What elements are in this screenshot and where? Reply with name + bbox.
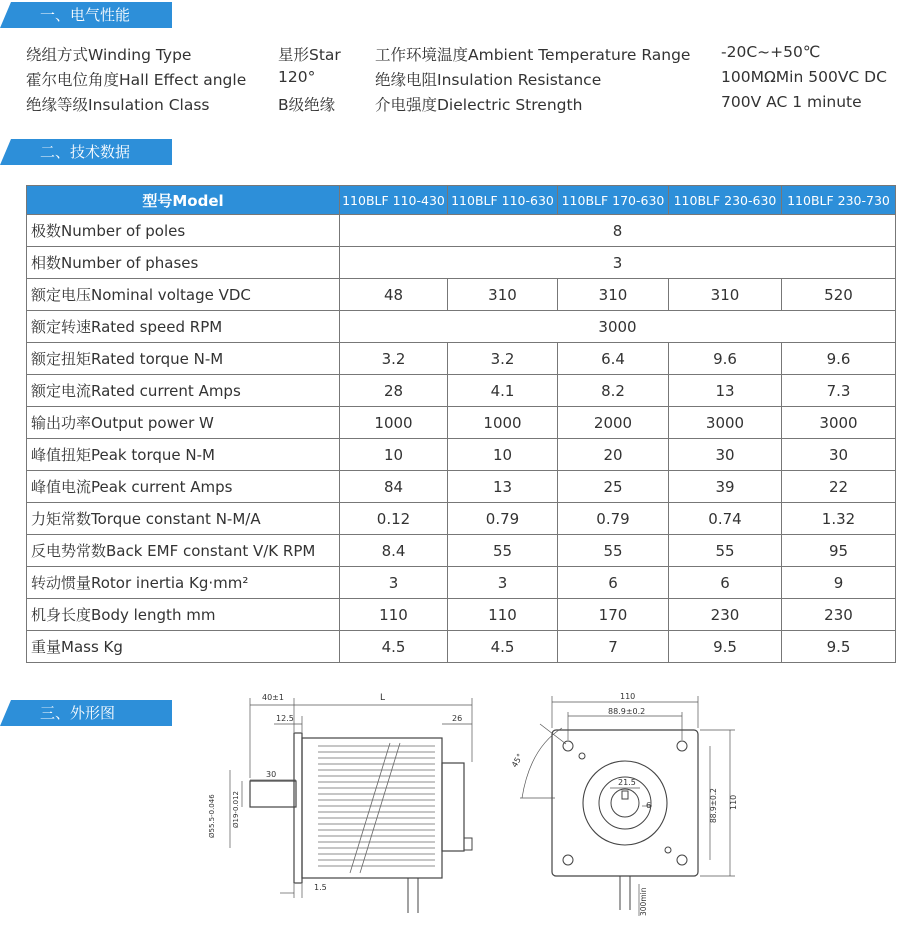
hall-angle-value: 120°: [278, 68, 316, 86]
insulation-resistance-value: 100MΩMin 500VC DC: [721, 68, 887, 86]
table-row: [27, 215, 896, 247]
cell: 10: [340, 439, 448, 471]
cell: 7: [558, 631, 669, 663]
section-title-text: 三、外形图: [40, 704, 116, 722]
section-title-text: 一、电气性能: [40, 6, 131, 24]
dim-40-label: 40±1: [262, 693, 284, 702]
shaft-circle: [611, 789, 639, 817]
dim-88-top-label: 88.9±0.2: [608, 707, 646, 716]
section-title-text: 二、技术数据: [40, 143, 131, 161]
model-column-header: 110BLF 110-630: [448, 186, 558, 215]
motor-body: [302, 738, 442, 878]
key-slot: [622, 791, 628, 799]
row-label: 峰值电流Peak current Amps: [27, 471, 340, 503]
cell: 0.12: [340, 503, 448, 535]
cell: 9.6: [669, 343, 782, 375]
cable-gland: [464, 838, 472, 850]
insulation-resistance-label: 绝缘电阻Insulation Resistance: [375, 71, 602, 89]
cell: 110: [448, 599, 558, 631]
cell: 55: [669, 535, 782, 567]
row-label: 额定扭矩Rated torque N-M: [27, 343, 340, 375]
row-label: 重量Mass Kg: [27, 631, 340, 663]
dim-110-side-label: 110: [729, 794, 738, 810]
cell: 8.2: [558, 375, 669, 407]
section-corner-decoration: [0, 2, 11, 28]
flange: [294, 733, 302, 883]
cell: 3.2: [340, 343, 448, 375]
section-corner-decoration: [0, 139, 11, 165]
cell: 520: [782, 279, 896, 311]
cell: 4.5: [340, 631, 448, 663]
dim-L-label: L: [380, 693, 386, 703]
section-title-electrical: [0, 2, 172, 28]
cell: 30: [782, 439, 896, 471]
cell: 110: [340, 599, 448, 631]
cell: 3: [340, 567, 448, 599]
cell: 8.4: [340, 535, 448, 567]
dim-1-5-label: 1.5: [314, 883, 327, 892]
cell: 230: [669, 599, 782, 631]
cell: 84: [340, 471, 448, 503]
cell: 9.5: [782, 631, 896, 663]
dim-300-label: 300min: [639, 887, 648, 916]
cell: 3.2: [448, 343, 558, 375]
winding-type-value: 星形Star: [278, 46, 341, 64]
section-corner-decoration: [0, 700, 11, 726]
row-label: 额定电压Nominal voltage VDC: [27, 279, 340, 311]
row-label: 相数Number of phases: [27, 247, 340, 279]
cell: 3000: [782, 407, 896, 439]
cell: 4.1: [448, 375, 558, 407]
dim-shaft-outer-label: Ø55.5-0.046: [208, 794, 216, 838]
cell: 1.32: [782, 503, 896, 535]
ambient-temp-value: -20C~+50℃: [721, 43, 821, 61]
merged-cell: 3: [340, 247, 896, 279]
cell: 6: [669, 567, 782, 599]
dim-45-label: 45°: [509, 752, 525, 769]
row-label: 输出功率Output power W: [27, 407, 340, 439]
cell: 0.79: [558, 503, 669, 535]
side-dimensions: [230, 698, 472, 898]
table-row: [27, 439, 896, 471]
cell: 30: [669, 439, 782, 471]
dim-6-label: 6: [646, 801, 652, 810]
cell: 310: [669, 279, 782, 311]
table-row: [27, 311, 896, 343]
table-row: [27, 599, 896, 631]
model-column-header: 110BLF 110-430: [340, 186, 448, 215]
cell: 28: [340, 375, 448, 407]
dielectric-strength-label: 介电强度Dielectric Strength: [375, 96, 583, 114]
model-header: 型号Model: [27, 186, 340, 215]
insulation-class-value: B级绝缘: [278, 96, 336, 114]
cell: 25: [558, 471, 669, 503]
cable: [620, 876, 630, 910]
mount-hole-small: [665, 847, 671, 853]
cell: 55: [558, 535, 669, 567]
table-row: [27, 567, 896, 599]
table-row: [27, 471, 896, 503]
winding-type-label: 绕组方式Winding Type: [26, 46, 192, 64]
row-label: 机身长度Body length mm: [27, 599, 340, 631]
front-view: [510, 692, 738, 916]
dim-110-top-label: 110: [620, 692, 636, 701]
table-row: [27, 407, 896, 439]
cell: 170: [558, 599, 669, 631]
table-row: [27, 343, 896, 375]
mount-hole: [677, 741, 687, 751]
mount-hole: [677, 855, 687, 865]
cell: 3: [448, 567, 558, 599]
flange-square: [552, 730, 698, 876]
cell: 0.74: [669, 503, 782, 535]
table-row: [27, 247, 896, 279]
table-row: [27, 631, 896, 663]
merged-cell: 3000: [340, 311, 896, 343]
row-label: 转动惯量Rotor inertia Kg·mm²: [27, 567, 340, 599]
cell: 95: [782, 535, 896, 567]
shaft: [250, 781, 296, 807]
section-title-technical: [0, 139, 172, 165]
row-label: 极数Number of poles: [27, 215, 340, 247]
dim-88-side-label: 88.9±0.2: [709, 788, 718, 823]
row-label: 反电势常数Back EMF constant V/K RPM: [27, 535, 340, 567]
cell: 22: [782, 471, 896, 503]
ambient-temp-label: 工作环境温度Ambient Temperature Range: [375, 46, 691, 64]
model-column-header: 110BLF 230-630: [669, 186, 782, 215]
cell: 4.5: [448, 631, 558, 663]
row-label: 额定电流Rated current Amps: [27, 375, 340, 407]
cell: 9: [782, 567, 896, 599]
cell: 13: [448, 471, 558, 503]
hall-angle-label: 霍尔电位角度Hall Effect angle: [26, 71, 247, 89]
merged-cell: 8: [340, 215, 896, 247]
row-label: 额定转速Rated speed RPM: [27, 311, 340, 343]
cell: 3000: [669, 407, 782, 439]
cell: 310: [558, 279, 669, 311]
cell: 1000: [340, 407, 448, 439]
cell: 230: [782, 599, 896, 631]
pilot-circle: [583, 761, 667, 845]
rear-cover: [442, 763, 464, 851]
cell: 7.3: [782, 375, 896, 407]
dim-shaft-label: Ø19-0.012: [232, 791, 240, 828]
cooling-fins: [318, 743, 435, 873]
table-row: [27, 535, 896, 567]
dielectric-strength-value: 700V AC 1 minute: [721, 93, 862, 111]
dim-26-label: 26: [452, 714, 463, 723]
spec-table: [26, 185, 896, 663]
table-row: [27, 375, 896, 407]
outline-drawing: [190, 688, 750, 928]
cell: 6.4: [558, 343, 669, 375]
model-column-header: 110BLF 170-630: [558, 186, 669, 215]
table-row: [27, 503, 896, 535]
cell: 6: [558, 567, 669, 599]
row-label: 力矩常数Torque constant N-M/A: [27, 503, 340, 535]
dim-12-5-label: 12.5: [276, 714, 294, 723]
table-header-row: [27, 186, 896, 215]
cell: 39: [669, 471, 782, 503]
dim-21-5-label: 21.5: [618, 778, 636, 787]
side-view: [208, 693, 472, 913]
section-title-outline: [0, 700, 172, 726]
cell: 48: [340, 279, 448, 311]
cell: 0.79: [448, 503, 558, 535]
cell: 13: [669, 375, 782, 407]
cell: 9.5: [669, 631, 782, 663]
table-row: [27, 279, 896, 311]
cell: 9.6: [782, 343, 896, 375]
cell: 20: [558, 439, 669, 471]
model-column-header: 110BLF 230-730: [782, 186, 896, 215]
dim-30-label: 30: [266, 770, 277, 779]
row-label: 峰值扭矩Peak torque N-M: [27, 439, 340, 471]
cell: 2000: [558, 407, 669, 439]
insulation-class-label: 绝缘等级Insulation Class: [26, 96, 210, 114]
mount-hole-small: [579, 753, 585, 759]
cell: 1000: [448, 407, 558, 439]
cell: 310: [448, 279, 558, 311]
mount-hole: [563, 855, 573, 865]
cell: 10: [448, 439, 558, 471]
cable: [408, 878, 418, 913]
cell: 55: [448, 535, 558, 567]
